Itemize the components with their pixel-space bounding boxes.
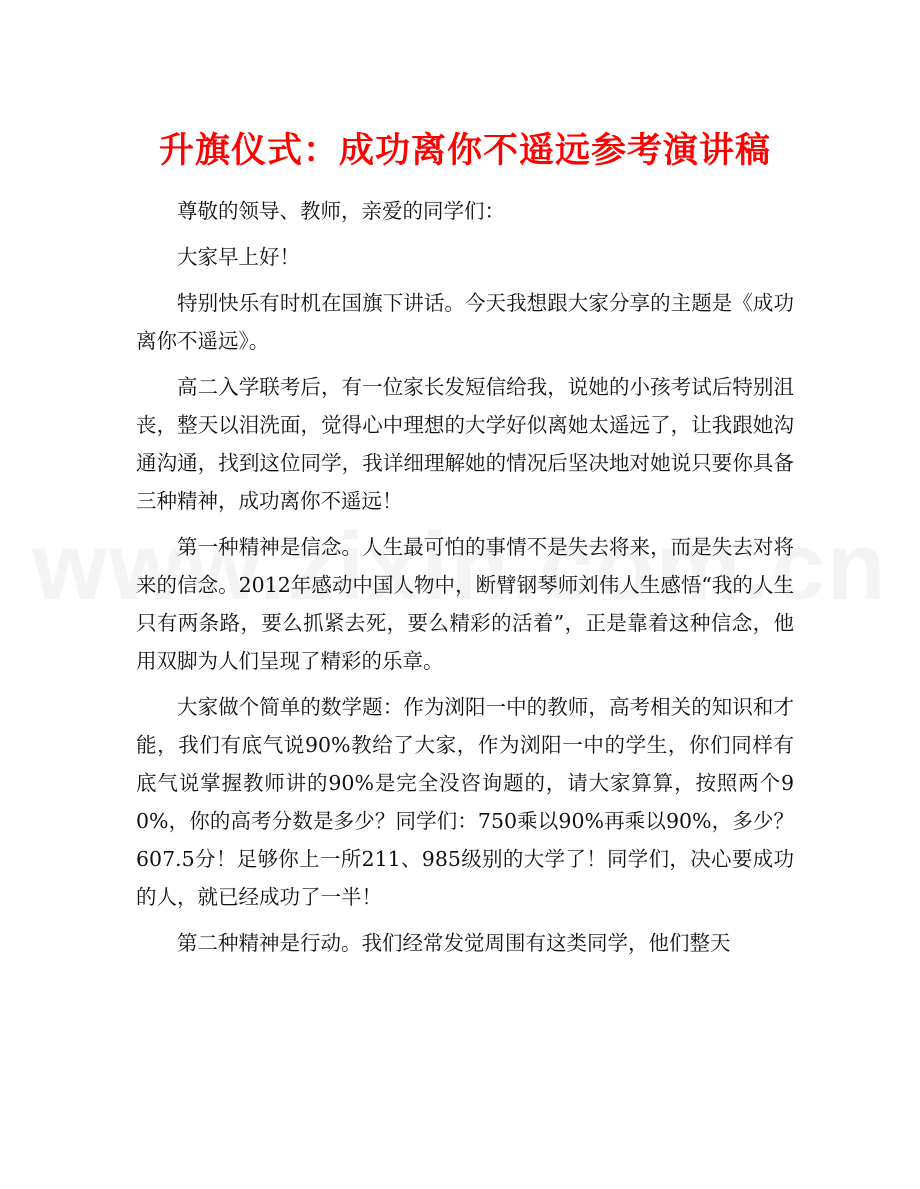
paragraph-topic: 特别快乐有时机在国旗下讲话。今天我想跟大家分享的主题是《成功离你不遥远》。 bbox=[136, 291, 794, 353]
paragraph-greeting: 尊敬的领导、教师，亲爱的同学们： bbox=[177, 199, 505, 223]
paragraph-action: 第二种精神是行动。我们经常发觉周围有这类同学，他们整天 bbox=[177, 931, 731, 955]
paragraph-good-morning: 大家早上好！ bbox=[177, 245, 300, 269]
paragraph-math: 大家做个简单的数学题：作为浏阳一中的教师，高考相关的知识和才能，我们有底气说90%教给了大家，作为浏阳一中的学生，你们同样有底气说掌握教师讲的90%是完全没咨询题的，请大家算算，按照两个90%，你的高考分数是多少？同学们：750乘以90%再乘以90%，多少？607.5分！足够你上一所211、985级别的大学了！同学们，决心要成功的人，就已经成功了一半！ bbox=[136, 695, 794, 909]
paragraph-story: 高二入学联考后，有一位家长发短信给我，说她的小孩考试后特别沮丧，整天以泪洗面，觉得心中理想的大学好似离她太遥远了，让我跟她沟通沟通，找到这位同学，我详细理解她的情况后坚决地对她说只要你具备三种精神，成功离你不遥远！ bbox=[136, 375, 794, 513]
document-title: 升旗仪式：成功离你不遥远参考演讲稿 bbox=[158, 131, 771, 171]
paragraph-belief: 第一种精神是信念。人生最可怕的事情不是失去将来，而是失去对将来的信念。2012年感动中国人物中，断臂钢琴师刘伟人生感悟“我的人生只有两条路，要么抓紧去死，要么精彩的活着”，正是靠着这种信念，他用双脚为人们呈现了精彩的乐章。 bbox=[136, 535, 794, 673]
